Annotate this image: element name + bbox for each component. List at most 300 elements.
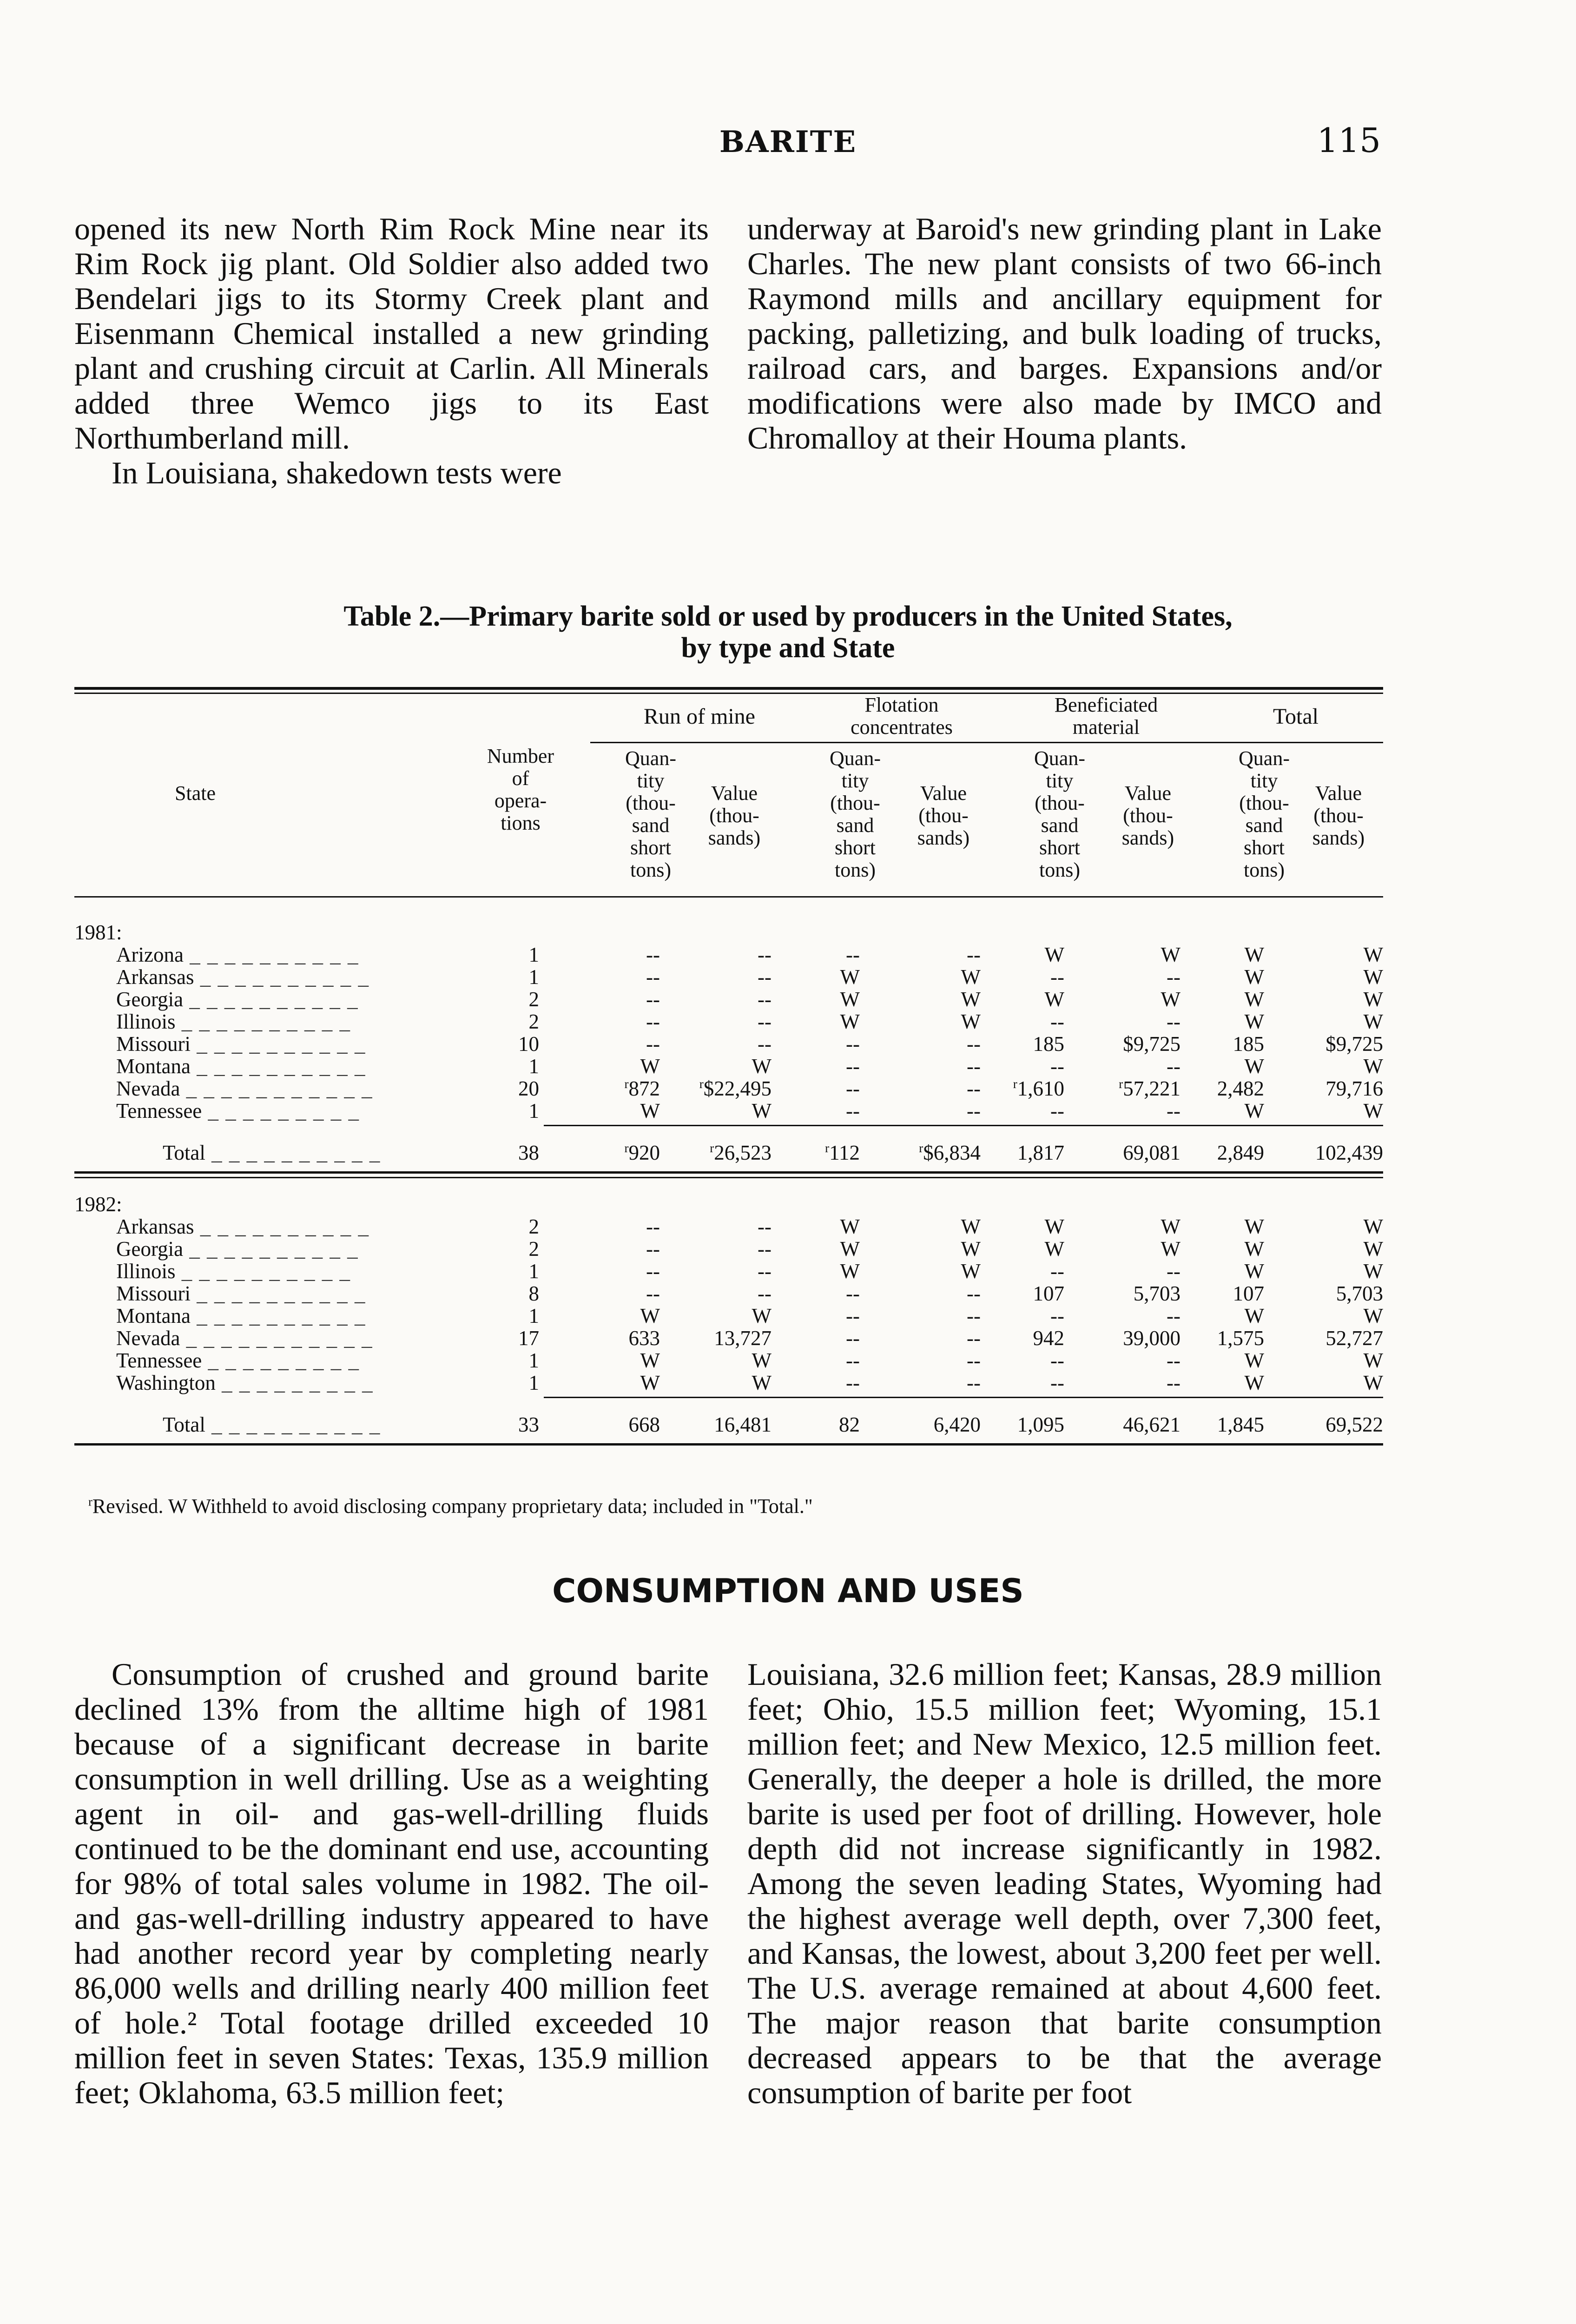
- table-cell: 2: [528, 1237, 539, 1261]
- subheader-value: [688, 782, 781, 849]
- table-cell: 1: [528, 1304, 539, 1327]
- subheader-quantity-line: tons): [1244, 858, 1285, 881]
- table-cell: W: [1244, 965, 1264, 989]
- subheader-quantity-line: (thou-: [626, 792, 676, 814]
- table-cell: 13,727: [714, 1327, 772, 1350]
- header-flotation: [799, 694, 1004, 739]
- subheader-value-line: (thou-: [918, 804, 969, 827]
- subheader-value: [897, 782, 990, 849]
- leader-dots: _ _ _ _ _ _ _ _ _: [202, 1099, 360, 1122]
- table-cell: W: [961, 1010, 981, 1033]
- table-cell: W: [961, 988, 981, 1011]
- footnote-text: Revised. W Withheld to avoid disclosing company proprietary data; included in "Total.": [92, 1495, 813, 1518]
- total-cell: 2,849: [1217, 1141, 1264, 1164]
- table-cell: 1: [528, 1349, 539, 1372]
- subheader-quantity-line: sand: [632, 814, 670, 837]
- table-cell: 39,000: [1123, 1327, 1180, 1350]
- subheader-value: [1292, 782, 1385, 849]
- state-name: Washington: [116, 1371, 216, 1394]
- total-cell: 1,095: [1017, 1413, 1064, 1436]
- table-cell: --: [1050, 1055, 1064, 1078]
- table-cell: W: [1363, 1304, 1383, 1327]
- table-cell: --: [646, 1010, 660, 1033]
- state-label: [116, 1326, 373, 1350]
- table-cell: 20: [518, 1077, 539, 1100]
- intro-right-column: [747, 211, 1382, 456]
- state-label: [116, 1371, 374, 1395]
- total-label: [163, 1413, 381, 1437]
- table-cell: $9,725: [1123, 1032, 1180, 1056]
- table-cell: --: [846, 1349, 860, 1372]
- table-cell: --: [758, 1215, 772, 1238]
- table-cell: 10: [518, 1032, 539, 1056]
- table-cell: --: [1167, 1371, 1180, 1394]
- table-cell: 5,703: [1133, 1282, 1180, 1305]
- table-cell: W: [1363, 1099, 1383, 1122]
- table-cell: $^r$\$22,495: [699, 1077, 772, 1100]
- table-cell: 1,575: [1217, 1327, 1264, 1350]
- intro-left-paragraph-2: In Louisiana, shakedown tests were: [112, 455, 562, 490]
- table-cell: --: [967, 1077, 981, 1100]
- year-label: 1981:: [74, 921, 122, 944]
- state-label: [116, 1076, 373, 1101]
- table-cell: --: [1050, 965, 1064, 989]
- total-cell: $^r$920: [624, 1141, 660, 1164]
- intro-right-paragraph-1: underway at Baroid's new grinding plant in Lake Charles. The new plant consists of two 66-inch Raymond mills and ancillary equipment for packing, palletizing, and bulk loading of trucks, railroad cars, and barges. Expansions and/or modifications were also made by IMCO and Chromalloy at their Houma plants.: [747, 211, 1382, 456]
- subheader-quantity-line: tons): [835, 858, 876, 881]
- table-cell: --: [846, 1055, 860, 1078]
- state-label: [116, 1010, 351, 1034]
- table-cell: --: [758, 1010, 772, 1033]
- group-rule: [590, 742, 1383, 743]
- table-cell: W: [1363, 1215, 1383, 1238]
- subheader-quantity-line: sand: [1245, 814, 1283, 837]
- total-cell: $^r$\$6,834: [919, 1141, 981, 1164]
- state-name: Georgia: [116, 1237, 184, 1261]
- table-cell: W: [1044, 1237, 1064, 1261]
- state-name: Arkansas: [116, 1215, 194, 1238]
- total-cell: 38: [518, 1141, 539, 1164]
- subheader-value-line: Value: [711, 782, 758, 805]
- table-cell: W: [1244, 1237, 1264, 1261]
- subheader-quantity-line: Quan-: [1239, 747, 1290, 770]
- table-cell: --: [846, 1304, 860, 1327]
- table-cell: W: [1244, 1349, 1264, 1372]
- leader-dots: _ _ _ _ _ _ _ _ _ _: [183, 1237, 359, 1261]
- leader-dots: _ _ _ _ _ _ _ _ _ _ _: [180, 1077, 373, 1100]
- subheader-value-line: Value: [920, 782, 967, 805]
- table-cell: 2: [528, 1010, 539, 1033]
- intro-left-column: [74, 211, 709, 490]
- state-label: [116, 1304, 366, 1328]
- table-cell: W: [1161, 1215, 1180, 1238]
- table-cell: 107: [1233, 1282, 1264, 1305]
- total-cell: 33: [518, 1413, 539, 1436]
- subheader-quantity-line: short: [1244, 836, 1285, 859]
- table-cell: --: [646, 1260, 660, 1283]
- subheader-quantity: [604, 747, 697, 881]
- subheader-value-line: Value: [1315, 782, 1362, 805]
- table-cell: 17: [518, 1327, 539, 1350]
- state-label: [116, 1259, 351, 1283]
- consumption-left-column: [74, 1657, 709, 2110]
- state-label: [116, 1237, 359, 1261]
- subheader-quantity-line: tity: [637, 769, 665, 792]
- state-label: [116, 1099, 360, 1123]
- table-cell: W: [1161, 988, 1180, 1011]
- table-cell: W: [840, 1010, 860, 1033]
- table-cell: --: [1050, 1010, 1064, 1033]
- table-cell: W: [1363, 1237, 1383, 1261]
- table-cell: W: [640, 1349, 660, 1372]
- table-cell: W: [1363, 965, 1383, 989]
- table-cell: $^r$1,610: [1013, 1077, 1064, 1100]
- subheader-quantity-line: tity: [1250, 769, 1278, 792]
- total-cell: 102,439: [1315, 1141, 1383, 1164]
- intro-left-paragraph-1: opened its new North Rim Rock Mine near its Rim Rock jig plant. Old Soldier also added two Bendelari jigs to its Stormy Creek plant and Eisenmann Chemical installed a new grinding plant and crushing circuit at Carlin. All Minerals added three Wemco jigs to its East Northumberland mill.: [74, 211, 709, 456]
- subheader-quantity-line: Quan-: [1034, 747, 1085, 770]
- table-cell: --: [967, 1032, 981, 1056]
- table-cell: W: [1244, 1304, 1264, 1327]
- subheader-quantity-line: short: [630, 836, 671, 859]
- total-rule: [544, 1125, 1383, 1126]
- table-cell: W: [1044, 1215, 1064, 1238]
- table-cell: --: [646, 965, 660, 989]
- state-label: [116, 1032, 366, 1056]
- table-cell: W: [1363, 943, 1383, 966]
- consumption-left-paragraph: Consumption of crushed and ground barite declined 13% from the alltime high of 1981 because of a significant decrease in barite consumption in well drilling. Use as a weighting agent in oil- and gas-well-drilling fluids continued to be the dominant end use, accounting for 98% of total sales volume in 1982. The oil- and gas-well-drilling industry appeared to have had another record year by completing nearly 86,000 wells and drilling nearly 400 million feet of hole.² Total footage drilled exceeded 10 million feet in seven States: Texas, 135.9 million feet; Oklahoma, 63.5 million feet;: [74, 1657, 709, 2110]
- total-cell: 6,420: [933, 1413, 981, 1436]
- table-cell: --: [1167, 965, 1180, 989]
- table-cell: --: [846, 1327, 860, 1350]
- table-cell: 185: [1233, 1032, 1264, 1056]
- table-cell: --: [1167, 1349, 1180, 1372]
- total-name: Total: [163, 1413, 205, 1436]
- table-cell: --: [1167, 1055, 1180, 1078]
- table-cell: W: [961, 1237, 981, 1261]
- section-heading: CONSUMPTION AND USES: [552, 1572, 1024, 1610]
- state-name: Missouri: [116, 1282, 191, 1305]
- table-bottom-rule: [74, 1443, 1383, 1446]
- table-cell: --: [1167, 1260, 1180, 1283]
- subheader-quantity-line: tity: [841, 769, 869, 792]
- header-operations-line: of: [512, 767, 529, 790]
- table-cell: W: [1363, 1349, 1383, 1372]
- header-state: State: [175, 782, 216, 805]
- table-cell: --: [846, 943, 860, 966]
- leader-dots: _ _ _ _ _ _ _ _ _: [202, 1349, 360, 1372]
- table-cell: 2: [528, 988, 539, 1011]
- leader-dots: _ _ _ _ _ _ _ _ _ _: [194, 1215, 369, 1238]
- table-cell: --: [846, 1099, 860, 1122]
- subheader-quantity: [1013, 747, 1106, 881]
- total-cell: 82: [839, 1413, 860, 1436]
- table-cell: --: [646, 1215, 660, 1238]
- state-name: Arizona: [116, 943, 184, 966]
- state-name: Tennessee: [116, 1349, 202, 1372]
- subheader-quantity-line: Quan-: [830, 747, 881, 770]
- leader-dots: _ _ _ _ _ _ _ _ _ _: [194, 965, 369, 989]
- table-cell: W: [1161, 1237, 1180, 1261]
- total-rule: [544, 1397, 1383, 1398]
- subheader-quantity-line: tons): [1039, 858, 1080, 881]
- subheader-quantity-line: tity: [1046, 769, 1074, 792]
- state-label: [116, 943, 359, 967]
- table-cell: --: [1167, 1304, 1180, 1327]
- table-cell: --: [967, 1349, 981, 1372]
- table-cell: 185: [1033, 1032, 1064, 1056]
- subheader-value-line: (thou-: [1313, 804, 1364, 827]
- table-top-rule: [74, 687, 1383, 690]
- table-cell: $^r$57,221: [1119, 1077, 1180, 1100]
- header-total: Total: [1273, 704, 1319, 729]
- table-caption-line-1: Table 2.—Primary barite sold or used by producers in the United States,: [343, 601, 1233, 632]
- leader-dots: _ _ _ _ _ _ _ _ _ _: [190, 1304, 366, 1327]
- total-cell: 69,081: [1123, 1141, 1180, 1164]
- header-beneficiated-line: material: [1072, 716, 1140, 739]
- total-cell: 16,481: [714, 1413, 772, 1436]
- leader-dots: _ _ _ _ _ _ _ _ _ _: [183, 943, 359, 966]
- table-cell: --: [846, 1371, 860, 1394]
- table-cell: --: [967, 1282, 981, 1305]
- state-name: Nevada: [116, 1077, 180, 1100]
- table-cell: 2,482: [1217, 1077, 1264, 1100]
- table-cell: --: [1167, 1099, 1180, 1122]
- state-name: Illinois: [116, 1260, 176, 1283]
- table-cell: 1: [528, 965, 539, 989]
- header-bottom-rule: [74, 896, 1383, 898]
- table-cell: W: [640, 1304, 660, 1327]
- table-cell: W: [1363, 1010, 1383, 1033]
- table-cell: W: [640, 1099, 660, 1122]
- table-cell: --: [758, 988, 772, 1011]
- subheader-value-line: sands): [1312, 826, 1365, 849]
- consumption-right-paragraph: Louisiana, 32.6 million feet; Kansas, 28.9 million feet; Ohio, 15.5 million feet; Wyoming, 15.1 million feet; and New Mexico, 12.5 million feet. Generally, the deeper a hole is drilled, the more barite is used per foot of drilling. However, hole depth did not increase significantly in 1982. Among the seven leading States, Wyoming had the highest average well depth, over 7,300 feet, and Kansas, the lowest, about 3,200 feet per well. The U.S. average remained at about 4,600 feet. The major reason that barite consumption decreased appears to be that the average consumption of barite per foot: [747, 1657, 1382, 2110]
- table-cell: --: [758, 965, 772, 989]
- state-label: [116, 1054, 366, 1078]
- subheader-quantity-line: short: [835, 836, 876, 859]
- table-cell: --: [646, 1032, 660, 1056]
- table-cell: --: [967, 1304, 981, 1327]
- state-name: Missouri: [116, 1032, 191, 1056]
- leader-dots: _ _ _ _ _ _ _ _ _ _: [205, 1413, 381, 1436]
- leader-dots: _ _ _ _ _ _ _ _ _ _: [191, 1282, 366, 1305]
- subheader-value-line: Value: [1124, 782, 1172, 805]
- state-label: [116, 1281, 366, 1306]
- table-cell: W: [961, 965, 981, 989]
- table-cell: --: [1050, 1260, 1064, 1283]
- table-cell: --: [646, 943, 660, 966]
- header-operations-line: Number: [487, 745, 554, 767]
- total-name: Total: [163, 1141, 205, 1164]
- subheader-quantity-line: sand: [1041, 814, 1079, 837]
- leader-dots: _ _ _ _ _ _ _ _ _ _: [205, 1141, 381, 1164]
- table-cell: W: [1244, 1010, 1264, 1033]
- table-cell: W: [752, 1349, 772, 1372]
- table-cell: 1: [528, 1055, 539, 1078]
- state-name: Montana: [116, 1055, 191, 1078]
- table-cell: W: [1244, 1055, 1264, 1078]
- table-cell: 942: [1033, 1327, 1064, 1350]
- table-cell: W: [840, 1215, 860, 1238]
- header-operations-line: tions: [501, 812, 541, 834]
- table-cell: W: [752, 1055, 772, 1078]
- table-cell: --: [646, 1282, 660, 1305]
- state-label: [116, 965, 369, 989]
- table-cell: 5,703: [1336, 1282, 1383, 1305]
- table-cell: W: [1363, 1371, 1383, 1394]
- subheader-value-line: (thou-: [1123, 804, 1173, 827]
- table-cell: W: [1363, 988, 1383, 1011]
- table-cell: W: [1161, 943, 1180, 966]
- leader-dots: _ _ _ _ _ _ _ _ _ _: [183, 988, 359, 1011]
- total-cell: $^r$26,523: [710, 1141, 772, 1164]
- table-cell: W: [640, 1055, 660, 1078]
- table-cell: W: [1363, 1055, 1383, 1078]
- table-cell: W: [1244, 1371, 1264, 1394]
- year-separator-rule-2: [74, 1177, 1383, 1178]
- table-cell: W: [840, 965, 860, 989]
- leader-dots: _ _ _ _ _ _ _ _ _ _ _: [180, 1327, 373, 1350]
- table-cell: W: [1244, 943, 1264, 966]
- table-cell: $9,725: [1325, 1032, 1383, 1056]
- total-cell: 668: [628, 1413, 660, 1436]
- leader-dots: _ _ _ _ _ _ _ _ _ _: [175, 1260, 351, 1283]
- table-cell: 1: [528, 1099, 539, 1122]
- state-label: [116, 1215, 369, 1239]
- subheader-quantity-line: Quan-: [625, 747, 676, 770]
- header-beneficiated: [1004, 694, 1208, 739]
- subheader-quantity: [809, 747, 902, 881]
- table-cell: W: [840, 988, 860, 1011]
- table-footnote: $^r$Revised. W Withheld to avoid disclosing company proprietary data; included in "Total.": [88, 1494, 813, 1518]
- table-cell: --: [758, 1237, 772, 1261]
- table-cell: --: [967, 1099, 981, 1122]
- table-cell: --: [967, 943, 981, 966]
- consumption-right-column: [747, 1657, 1382, 2110]
- table-cell: W: [640, 1371, 660, 1394]
- total-cell: 1,817: [1017, 1141, 1064, 1164]
- subheader-value-line: sands): [1121, 826, 1174, 849]
- subheader-value-line: sands): [917, 826, 970, 849]
- state-label: [116, 1348, 360, 1373]
- subheader-value-line: (thou-: [709, 804, 759, 827]
- table-cell: 1: [528, 943, 539, 966]
- table-cell: W: [752, 1371, 772, 1394]
- table-cell: W: [1244, 1099, 1264, 1122]
- table-cell: --: [967, 1371, 981, 1394]
- header-run-of-mine: Run of mine: [644, 704, 755, 729]
- table-cell: --: [846, 1032, 860, 1056]
- year-label: 1982:: [74, 1193, 122, 1216]
- page-number: 115: [1317, 121, 1381, 160]
- subheader-quantity-line: (thou-: [1239, 792, 1289, 814]
- table-cell: --: [967, 1055, 981, 1078]
- total-label: [163, 1141, 381, 1165]
- table-cell: --: [758, 1282, 772, 1305]
- state-name: Montana: [116, 1304, 191, 1327]
- table-cell: W: [1244, 1260, 1264, 1283]
- leader-dots: _ _ _ _ _ _ _ _ _ _: [190, 1055, 366, 1078]
- table-cell: --: [967, 1327, 981, 1350]
- table-cell: --: [1167, 1010, 1180, 1033]
- subheader-quantity-line: (thou-: [1035, 792, 1085, 814]
- total-cell: 69,522: [1325, 1413, 1383, 1436]
- table-cell: --: [646, 1237, 660, 1261]
- table-cell: W: [752, 1099, 772, 1122]
- subheader-quantity-line: (thou-: [830, 792, 880, 814]
- state-name: Nevada: [116, 1327, 180, 1350]
- state-name: Arkansas: [116, 965, 194, 989]
- table-cell: --: [846, 1077, 860, 1100]
- header-beneficiated-line: Beneficiated: [1054, 693, 1158, 716]
- table-cell: --: [1050, 1349, 1064, 1372]
- leader-dots: _ _ _ _ _ _ _ _ _ _: [191, 1032, 366, 1056]
- header-operations: [474, 745, 567, 834]
- state-name: Illinois: [116, 1010, 176, 1033]
- table-cell: 52,727: [1325, 1327, 1383, 1350]
- leader-dots: _ _ _ _ _ _ _ _ _ _: [175, 1010, 351, 1033]
- table-cell: --: [646, 988, 660, 1011]
- table-cell: 79,716: [1325, 1077, 1383, 1100]
- table-cell: 2: [528, 1215, 539, 1238]
- total-cell: 46,621: [1123, 1413, 1180, 1436]
- header-operations-line: opera-: [494, 789, 547, 812]
- table-cell: 1: [528, 1371, 539, 1394]
- running-header: BARITE: [719, 125, 857, 159]
- subheader-value-line: sands): [708, 826, 761, 849]
- table-cell: --: [758, 1032, 772, 1056]
- state-label: [116, 987, 359, 1011]
- year-separator-rule: [74, 1171, 1383, 1174]
- table-cell: --: [758, 1260, 772, 1283]
- table-cell: 8: [528, 1282, 539, 1305]
- table-caption-line-2: by type and State: [681, 632, 895, 664]
- table-cell: W: [1044, 943, 1064, 966]
- table-cell: 633: [628, 1327, 660, 1350]
- table-caption: [0, 601, 1576, 664]
- table-cell: --: [1050, 1304, 1064, 1327]
- leader-dots: _ _ _ _ _ _ _ _ _: [215, 1371, 374, 1394]
- table-cell: W: [1044, 988, 1064, 1011]
- total-cell: $^r$112: [825, 1141, 860, 1164]
- table-cell: 107: [1033, 1282, 1064, 1305]
- table-cell: --: [1050, 1099, 1064, 1122]
- header-flotation-line: concentrates: [851, 716, 953, 739]
- table-cell: W: [1363, 1260, 1383, 1283]
- table-cell: W: [752, 1304, 772, 1327]
- table-cell: W: [1244, 988, 1264, 1011]
- header-flotation-line: Flotation: [864, 693, 939, 716]
- table-cell: W: [961, 1260, 981, 1283]
- table-cell: W: [840, 1260, 860, 1283]
- subheader-value: [1101, 782, 1194, 849]
- subheader-quantity-line: short: [1039, 836, 1080, 859]
- table-cell: $^r$872: [624, 1077, 660, 1100]
- subheader-quantity-line: tons): [630, 858, 671, 881]
- subheader-quantity-line: sand: [836, 814, 874, 837]
- table-cell: W: [961, 1215, 981, 1238]
- table-cell: W: [1244, 1215, 1264, 1238]
- table-cell: --: [1050, 1371, 1064, 1394]
- table-cell: --: [758, 943, 772, 966]
- total-cell: 1,845: [1217, 1413, 1264, 1436]
- table-cell: --: [846, 1282, 860, 1305]
- table-cell: 1: [528, 1260, 539, 1283]
- table-cell: W: [840, 1237, 860, 1261]
- state-name: Georgia: [116, 988, 184, 1011]
- state-name: Tennessee: [116, 1099, 202, 1122]
